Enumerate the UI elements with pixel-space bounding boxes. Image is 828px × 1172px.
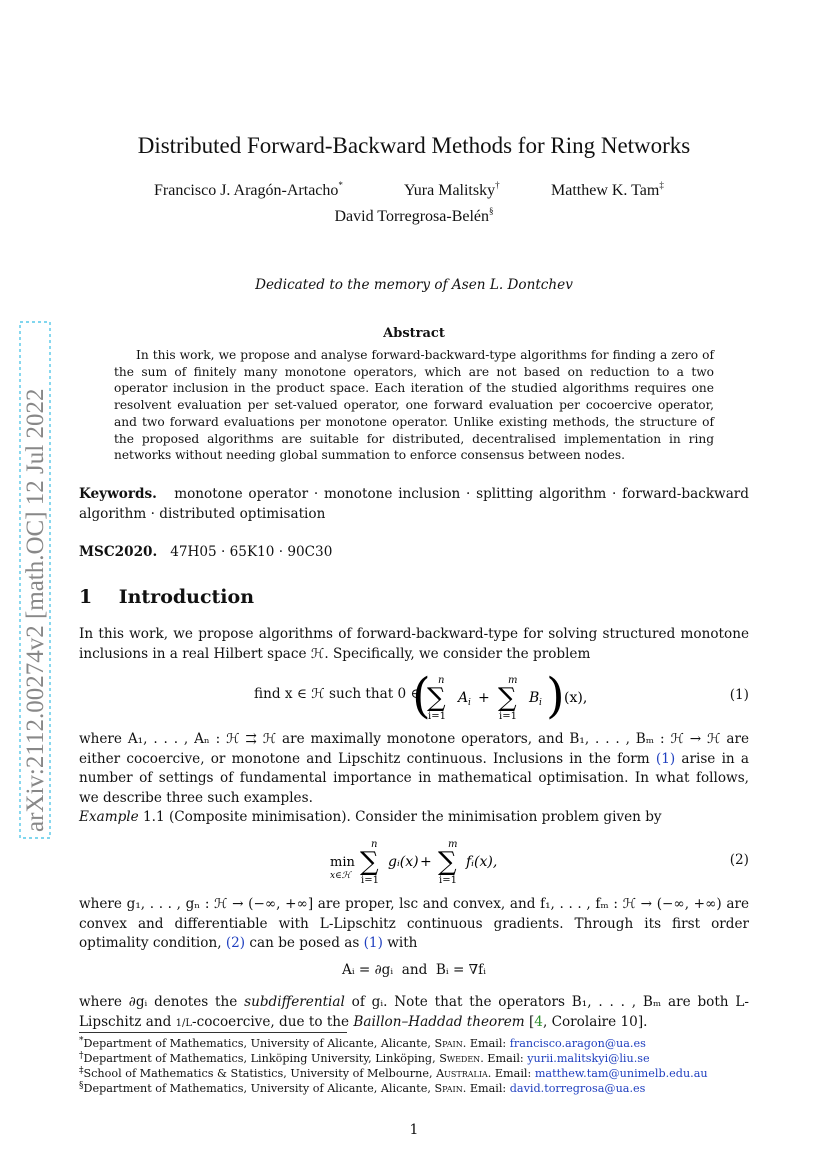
eq2-g: gᵢ(x) <box>388 854 419 870</box>
eq2-sum1: ∑ <box>360 847 379 877</box>
paper-title: Distributed Forward-Backward Methods for Ring Networks <box>137 133 691 158</box>
eq1-plus: + <box>478 690 490 706</box>
eq1-formula <box>412 672 652 724</box>
eq2-plus: + <box>420 854 432 870</box>
section-title: Introduction <box>118 586 255 608</box>
author-2: Yura Malitsky† <box>404 180 500 199</box>
eq1-sum1-bot: i=1 <box>428 711 446 722</box>
eq1-number: (1) <box>729 687 749 703</box>
abstract-text: In this work, we propose and analyse forward-backward-type algorithms for finding a zero of the sum of finitely many monotone operators, which are not based on reduction to a two operator inclusion in the product space. Each iteration of the studied algorithms requires one resolvent evaluation per set-valued operator, one forward evaluation per cocoercive operator, and two forward evaluations per monotone operator. Unlike existing methods, the structure of the proposed algorithms are suitable for distributed, decentralised implementation in ring networks without needing global summation to enforce consensus between nodes. <box>114 348 714 463</box>
footnote-4: §Department of Mathematics, University of Alicante, Alicante, Spain. Email: david.torregrosa@ua.es <box>79 1081 646 1095</box>
eq1-sum1: ∑ <box>427 683 446 713</box>
example-1-1: Example 1.1 (Composite minimisation). Consider the minimisation problem given by <box>79 809 662 825</box>
eq1-sum1-top: n <box>438 675 445 686</box>
eq2-sum1-bot: i=1 <box>361 875 379 886</box>
eq2-number: (2) <box>729 852 749 868</box>
msc-text: 47H05 · 65K10 · 90C30 <box>170 544 333 560</box>
stamp-text: arXiv:2112.00274v2 [math.OC] 12 Jul 2022 <box>22 388 49 832</box>
msc <box>79 543 749 563</box>
section-heading <box>79 586 254 608</box>
author-1: Francisco J. Aragón-Artacho* <box>154 180 343 199</box>
eq-ref-3[interactable]: (1) <box>363 935 383 951</box>
email-link-4[interactable]: david.torregrosa@ua.es <box>509 1082 646 1095</box>
footnote-1: *Department of Mathematics, University of Alicante, Alicante, Spain. Email: francisco.aragon@ua.es <box>79 1036 646 1050</box>
footnote-2: †Department of Mathematics, Linköping University, Linköping, Sweden. Email: yurii.malitskyi@liu.se <box>79 1051 650 1065</box>
eq2-sum2: ∑ <box>438 847 457 877</box>
paragraph-3: where g₁, . . . , gₙ : ℋ → (−∞, +∞] are proper, lsc and convex, and f₁, . . . , fₘ : ℋ → (−∞, +∞) are convex and differentiable with L-Lipschitz continuous gradients. Through its first order optimality condition, (2) can be posed as (1) with <box>79 896 749 951</box>
eq1-x: (x), <box>564 690 588 706</box>
footnote-rule <box>79 1032 347 1033</box>
eq1-sum2: ∑ <box>498 683 517 713</box>
equation-2 <box>330 836 520 888</box>
author-3: Matthew K. Tam‡ <box>551 180 664 199</box>
author-4: David Torregrosa-Belén§ <box>334 206 494 225</box>
equation-3: Aᵢ = ∂gᵢ and Bᵢ = ∇fᵢ <box>342 962 486 978</box>
footnote-3: ‡School of Mathematics & Statistics, University of Melbourne, Australia. Email: matthew.tam@unimelb.edu.au <box>79 1066 708 1080</box>
email-link-3[interactable]: matthew.tam@unimelb.edu.au <box>534 1067 708 1080</box>
eq1-A-sub: i <box>468 698 471 708</box>
msc-label: MSC2020. <box>79 544 158 560</box>
eq2-sum2-top: m <box>448 839 458 850</box>
eq2-min-sub: x∈ℋ <box>330 871 351 881</box>
keywords-text: monotone operator · monotone inclusion · splitting algorithm · forward-backward algorithm · distributed optimisation <box>79 486 749 522</box>
arxiv-stamp <box>18 320 52 840</box>
eq1-B-sub: i <box>539 698 542 708</box>
dedication: Dedicated to the memory of Asen L. Dontchev <box>255 277 573 293</box>
eq1-sum2-top: m <box>508 675 518 686</box>
eq1-prefix: find x ∈ ℋ such that 0 ∈ <box>254 686 421 702</box>
keywords-label: Keywords. <box>79 486 157 502</box>
paragraph-2: where A₁, . . . , Aₙ : ℋ ⇉ ℋ are maximally monotone operators, and B₁, . . . , Bₘ : ℋ → ℋ are either cocoercive, or monotone and Lipschitz continuous. Inclusions in the form (1) arise in a number of settings of fundamental importance in mathematical optimisation. In what follows, we describe three such examples. <box>79 731 749 806</box>
intro-paragraph: In this work, we propose algorithms of forward-backward-type for solving structured monotone inclusions in a real Hilbert space ℋ. Specifically, we consider the problem <box>79 626 749 662</box>
arxiv-stamp-svg <box>18 320 52 840</box>
paragraph-4: where ∂gᵢ denotes the subdifferential of gᵢ. Note that the operators B₁, . . . , Bₘ are both L-Lipschitz and 1/L-cocoercive, due to the Baillon–Haddad theorem [4, Corolaire 10]. <box>79 994 749 1030</box>
citation-4[interactable]: 4 <box>534 1013 543 1030</box>
eq1-rparen: ) <box>546 672 565 724</box>
email-link-2[interactable]: yurii.malitskyi@liu.se <box>527 1052 650 1065</box>
email-link-1[interactable]: francisco.aragon@ua.es <box>509 1037 646 1050</box>
keywords <box>79 485 749 524</box>
eq1-B: B <box>529 690 540 706</box>
eq-ref-1[interactable]: (1) <box>655 750 676 767</box>
eq2-f: fᵢ(x), <box>466 854 498 870</box>
section-number: 1 <box>79 586 93 608</box>
eq1-lparen: ( <box>412 672 431 724</box>
page-number: 1 <box>409 1122 419 1138</box>
eq2-sum1-top: n <box>371 839 378 850</box>
eq-ref-2[interactable]: (2) <box>225 935 246 951</box>
abstract-heading: Abstract <box>383 326 445 341</box>
eq2-sum2-bot: i=1 <box>439 875 457 886</box>
eq1-sum2-bot: i=1 <box>499 711 517 722</box>
eq1-A: A <box>458 690 469 706</box>
eq2-min: min <box>330 855 355 870</box>
